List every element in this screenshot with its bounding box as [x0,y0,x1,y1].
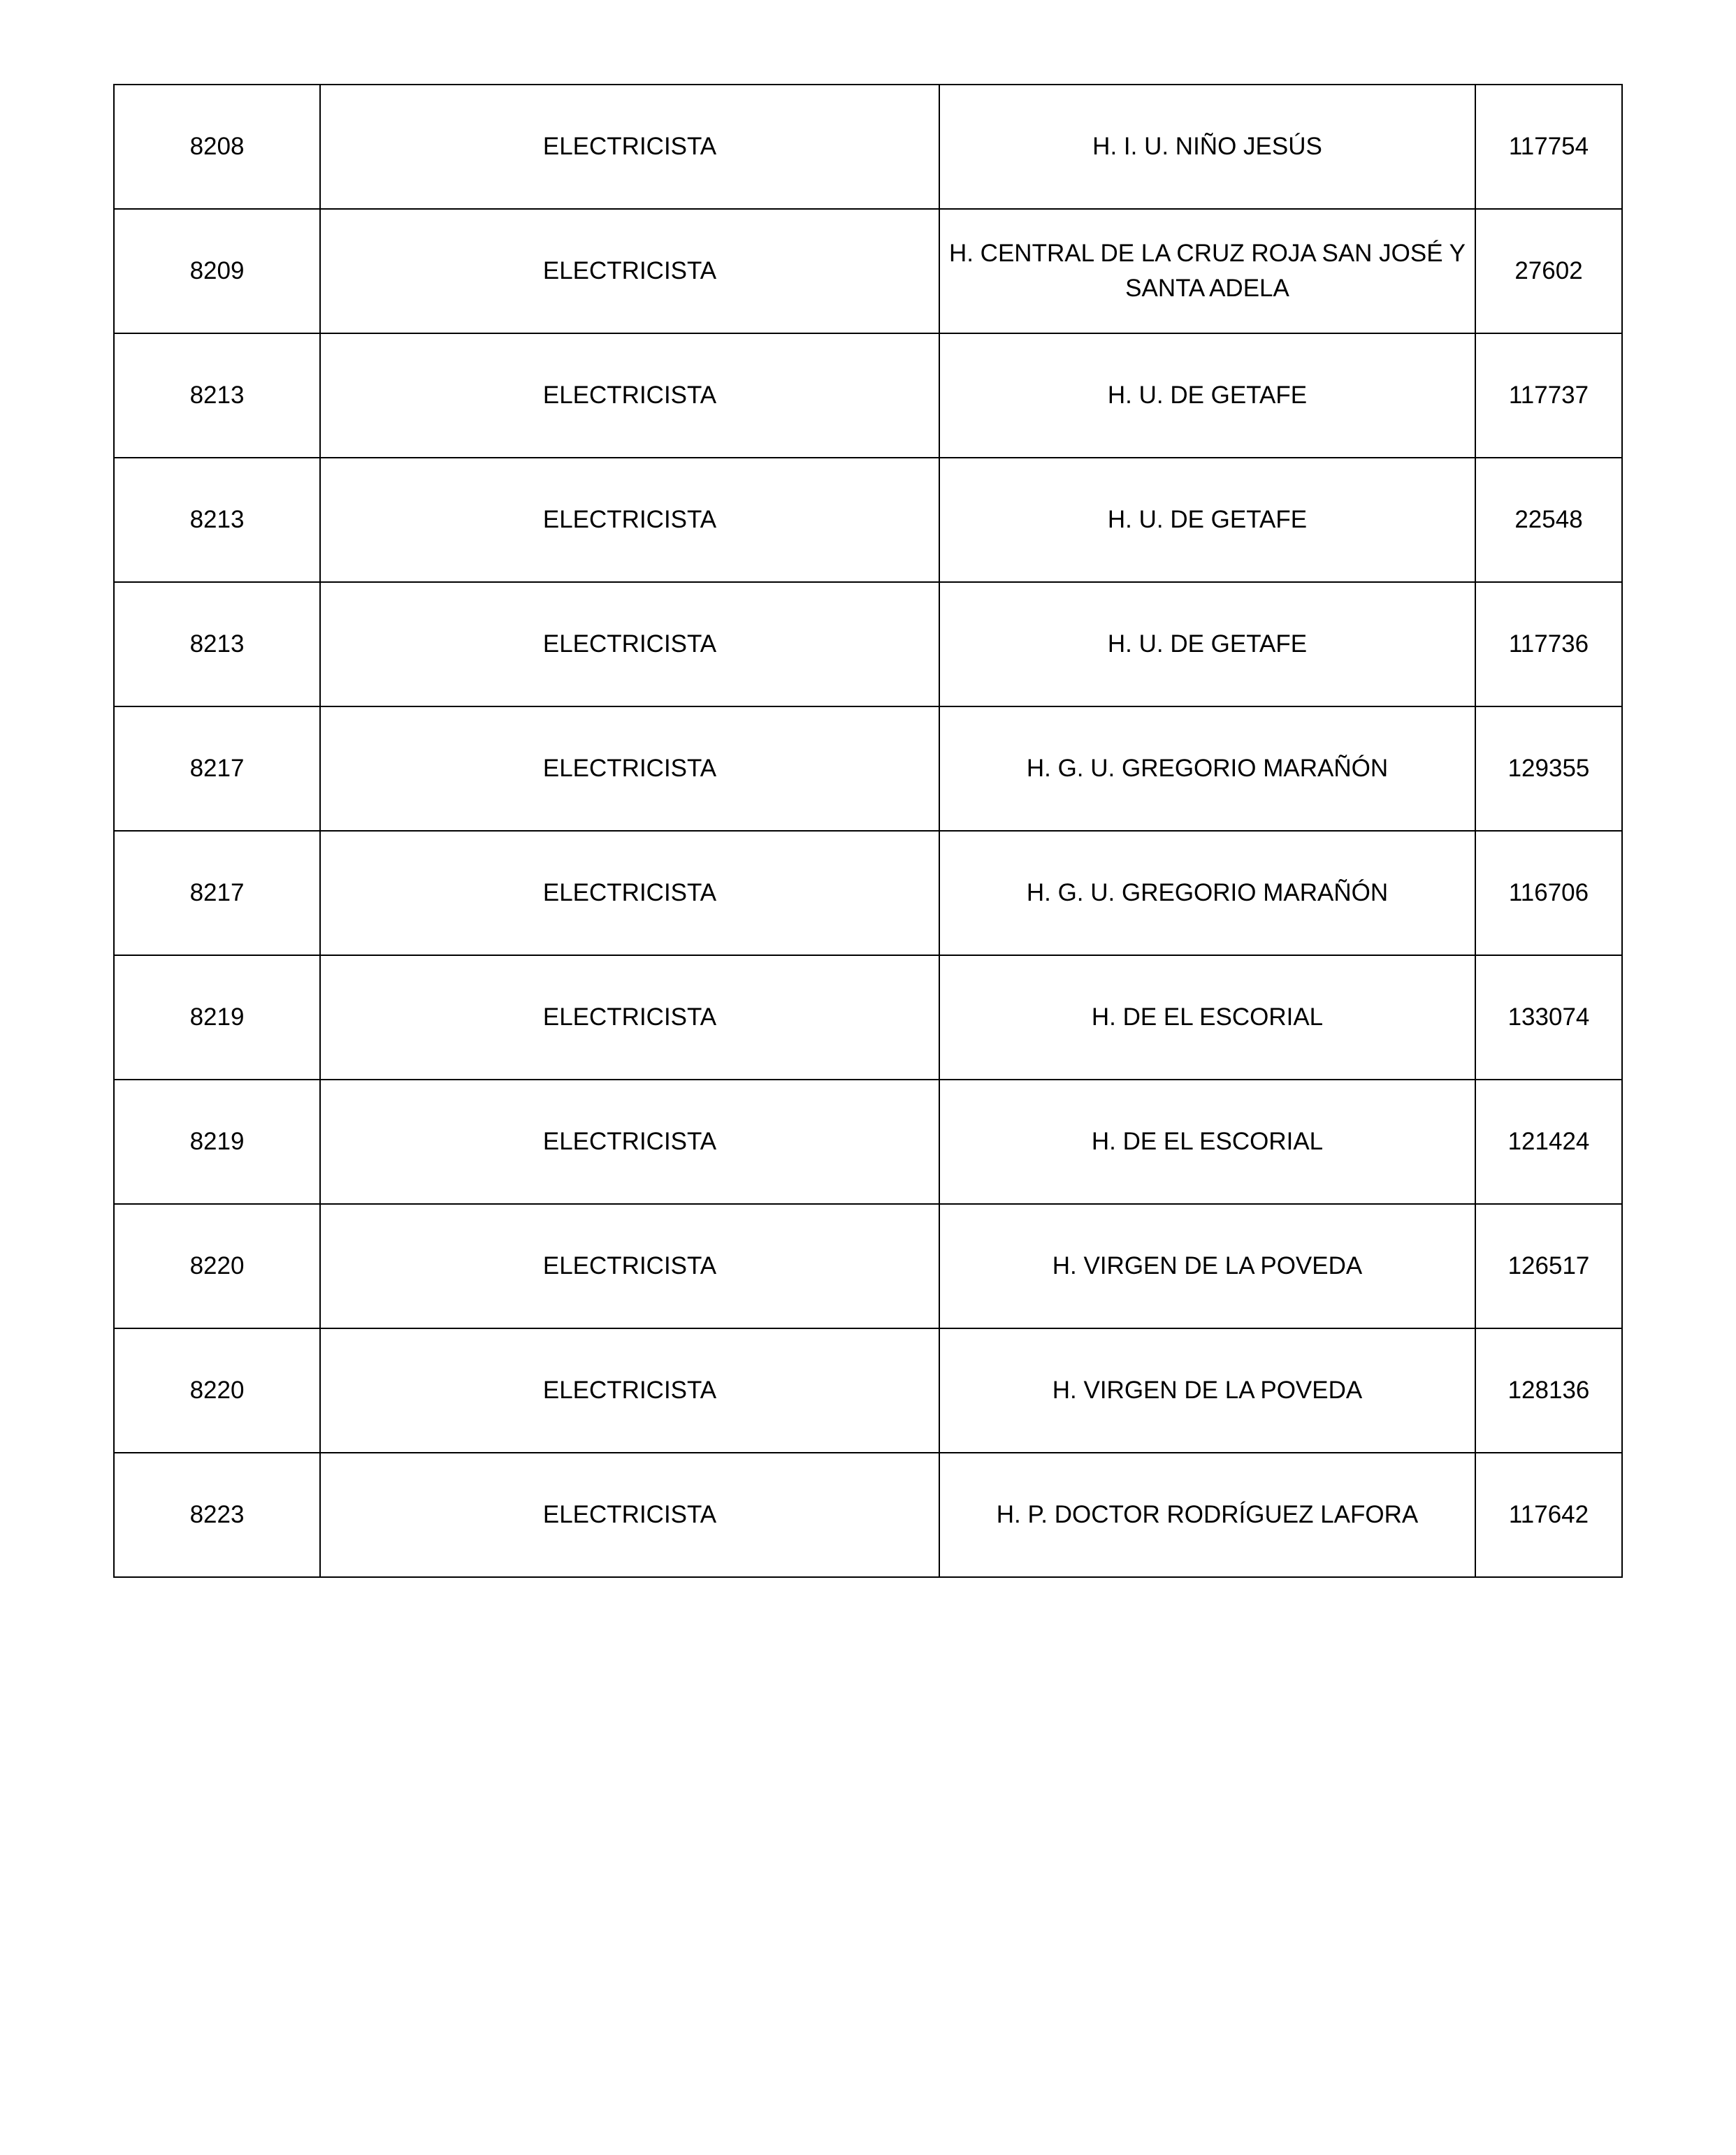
cell-center: H. P. DOCTOR RODRÍGUEZ LAFORA [939,1453,1475,1577]
cell-code: 8223 [114,1453,320,1577]
cell-number: 121424 [1475,1080,1622,1204]
cell-code: 8220 [114,1328,320,1453]
table-row [114,209,1622,333]
cell-center: H. G. U. GREGORIO MARAÑÓN [939,831,1475,955]
cell-role: ELECTRICISTA [320,1080,939,1204]
table-row [114,1453,1622,1577]
cell-center: H. U. DE GETAFE [939,333,1475,458]
cell-code: 8208 [114,85,320,209]
cell-number: 133074 [1475,955,1622,1080]
cell-code: 8219 [114,1080,320,1204]
table-row [114,458,1622,582]
cell-code: 8217 [114,706,320,831]
cell-role: ELECTRICISTA [320,1204,939,1328]
positions-table [113,84,1623,1578]
cell-number: 128136 [1475,1328,1622,1453]
cell-number: 117736 [1475,582,1622,706]
cell-role: ELECTRICISTA [320,458,939,582]
table-row [114,85,1622,209]
cell-number: 117737 [1475,333,1622,458]
cell-code: 8213 [114,333,320,458]
cell-number: 129355 [1475,706,1622,831]
table-row [114,955,1622,1080]
cell-number: 117754 [1475,85,1622,209]
cell-center: H. I. U. NIÑO JESÚS [939,85,1475,209]
cell-center: H. DE EL ESCORIAL [939,1080,1475,1204]
cell-role: ELECTRICISTA [320,85,939,209]
cell-number: 126517 [1475,1204,1622,1328]
cell-center: H. DE EL ESCORIAL [939,955,1475,1080]
cell-center: H. U. DE GETAFE [939,458,1475,582]
cell-role: ELECTRICISTA [320,955,939,1080]
cell-center: H. G. U. GREGORIO MARAÑÓN [939,706,1475,831]
cell-role: ELECTRICISTA [320,706,939,831]
cell-code: 8209 [114,209,320,333]
cell-role: ELECTRICISTA [320,333,939,458]
cell-role: ELECTRICISTA [320,831,939,955]
table-row [114,1328,1622,1453]
cell-center: H. VIRGEN DE LA POVEDA [939,1204,1475,1328]
cell-number: 22548 [1475,458,1622,582]
table-row [114,582,1622,706]
cell-role: ELECTRICISTA [320,1328,939,1453]
cell-center: H. CENTRAL DE LA CRUZ ROJA SAN JOSÉ Y SANTA ADELA [939,209,1475,333]
table-row [114,333,1622,458]
cell-role: ELECTRICISTA [320,209,939,333]
table-row [114,831,1622,955]
cell-number: 116706 [1475,831,1622,955]
cell-code: 8213 [114,582,320,706]
cell-number: 27602 [1475,209,1622,333]
table-row [114,706,1622,831]
cell-number: 117642 [1475,1453,1622,1577]
table-row [114,1204,1622,1328]
cell-center: H. VIRGEN DE LA POVEDA [939,1328,1475,1453]
cell-center: H. U. DE GETAFE [939,582,1475,706]
table-body [114,85,1622,1577]
cell-code: 8217 [114,831,320,955]
cell-role: ELECTRICISTA [320,1453,939,1577]
table-row [114,1080,1622,1204]
cell-code: 8213 [114,458,320,582]
cell-code: 8220 [114,1204,320,1328]
cell-code: 8219 [114,955,320,1080]
cell-role: ELECTRICISTA [320,582,939,706]
